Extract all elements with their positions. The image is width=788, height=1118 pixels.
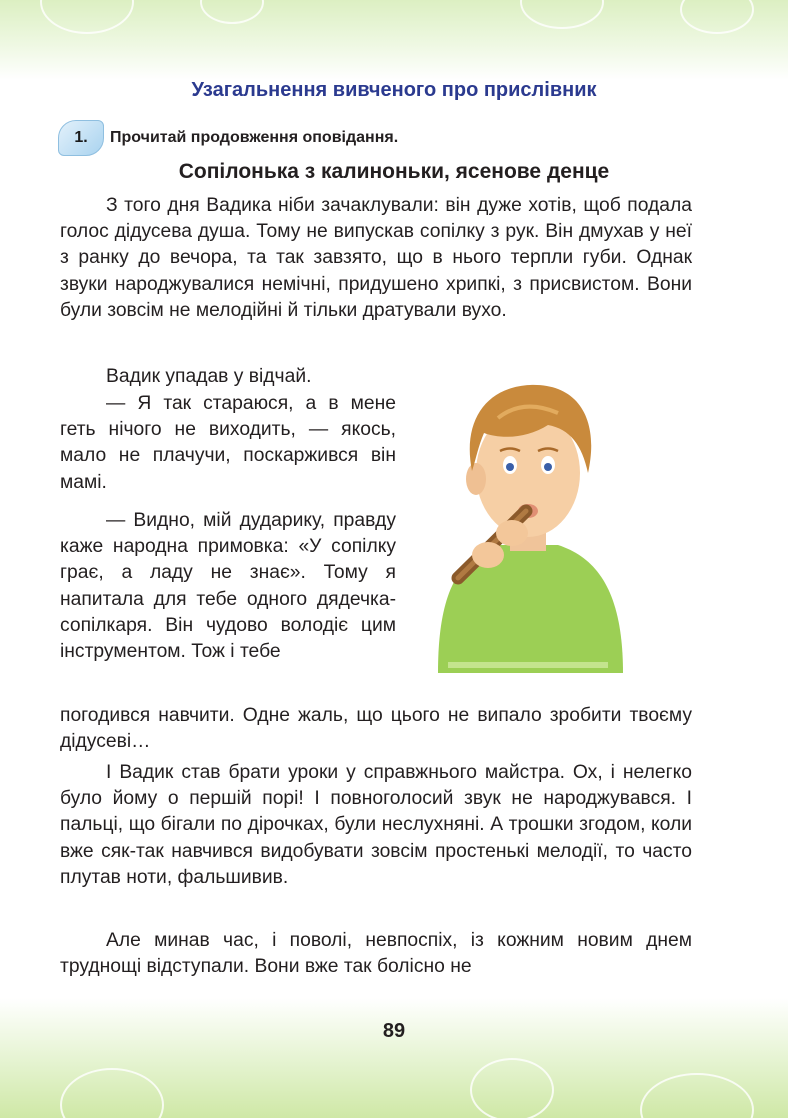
header-decoration xyxy=(0,0,788,80)
paragraph-text: — Я так стараюся, а в мене геть нічого не виходить, — якось, мало не плачучи, поскаржився він мамі. xyxy=(60,393,396,493)
task-instruction: Прочитай продовження оповідання. xyxy=(110,129,399,146)
paragraph-text: І Вадик став брати уроки у справжнього майстра. Ох, і нелегко було йому о першій порі! І повноголосий звук не народжувався. І пальці, що бігали по дірочках, були неслухняні. А трошки згодом, коли вже сяк-так навчився видобувати зовсім простенькі мелодії, то часто плутав ноти, фальшивив. xyxy=(60,762,692,888)
paragraph xyxy=(60,364,396,390)
ear xyxy=(466,463,486,495)
swirl-ornament xyxy=(200,0,264,24)
paragraph xyxy=(60,391,396,496)
paragraph-text: Але минав час, і поволі, невпоспіх, із кожним новим днем труднощі відступали. Вони вже так болісно не xyxy=(60,930,692,978)
paragraph-text: погодився навчити. Одне жаль, що цього не випало зробити твоєму дідусеві… xyxy=(60,705,692,753)
hand xyxy=(496,520,528,546)
pupil xyxy=(506,463,514,471)
swirl-ornament xyxy=(60,1068,164,1118)
story-title: Сопілонька з калиноньки, ясенове денце xyxy=(178,160,610,183)
paragraph xyxy=(60,928,692,980)
paragraph-text: — Видно, мій дударику, правду каже народна примовка: «У сопілку грає, а ладу не знає». Тому я напитала для тебе одного дядечка-сопілкаря. Він чудово володіє цим інструментом. Тож і тебе xyxy=(60,510,396,663)
page-title: Узагальнення вивченого про прислівник xyxy=(191,79,597,101)
paragraph xyxy=(60,703,692,755)
swirl-ornament xyxy=(470,1058,554,1118)
page-number: 89 xyxy=(382,1020,406,1042)
swirl-ornament xyxy=(640,1073,754,1118)
footer-decoration xyxy=(0,998,788,1118)
paragraph xyxy=(60,760,692,891)
paragraph xyxy=(60,508,396,665)
swirl-ornament xyxy=(680,0,754,34)
paragraph-text: Вадик упадав у відчай. xyxy=(106,366,312,387)
paragraph xyxy=(60,193,692,324)
swirl-ornament xyxy=(40,0,134,34)
task-number-badge: 1. xyxy=(58,120,104,156)
boy-playing-flute-illustration xyxy=(428,373,628,673)
pupil xyxy=(544,463,552,471)
task-header xyxy=(58,120,398,156)
paragraph-text: З того дня Вадика ніби зачаклували: він дуже хотів, щоб подала голос дідусева душа. Тому не випускав сопілку з рук. Він дмухав у неї з ранку до вечора, та так завзято, що в нього терпли губи. Однак звуки народжувалися немічні, придушено хрипкі, з присвистом. Вони були зовсім не мелодійні й тільки дратували вухо. xyxy=(60,195,692,321)
swirl-ornament xyxy=(520,0,604,29)
hand xyxy=(472,542,504,568)
